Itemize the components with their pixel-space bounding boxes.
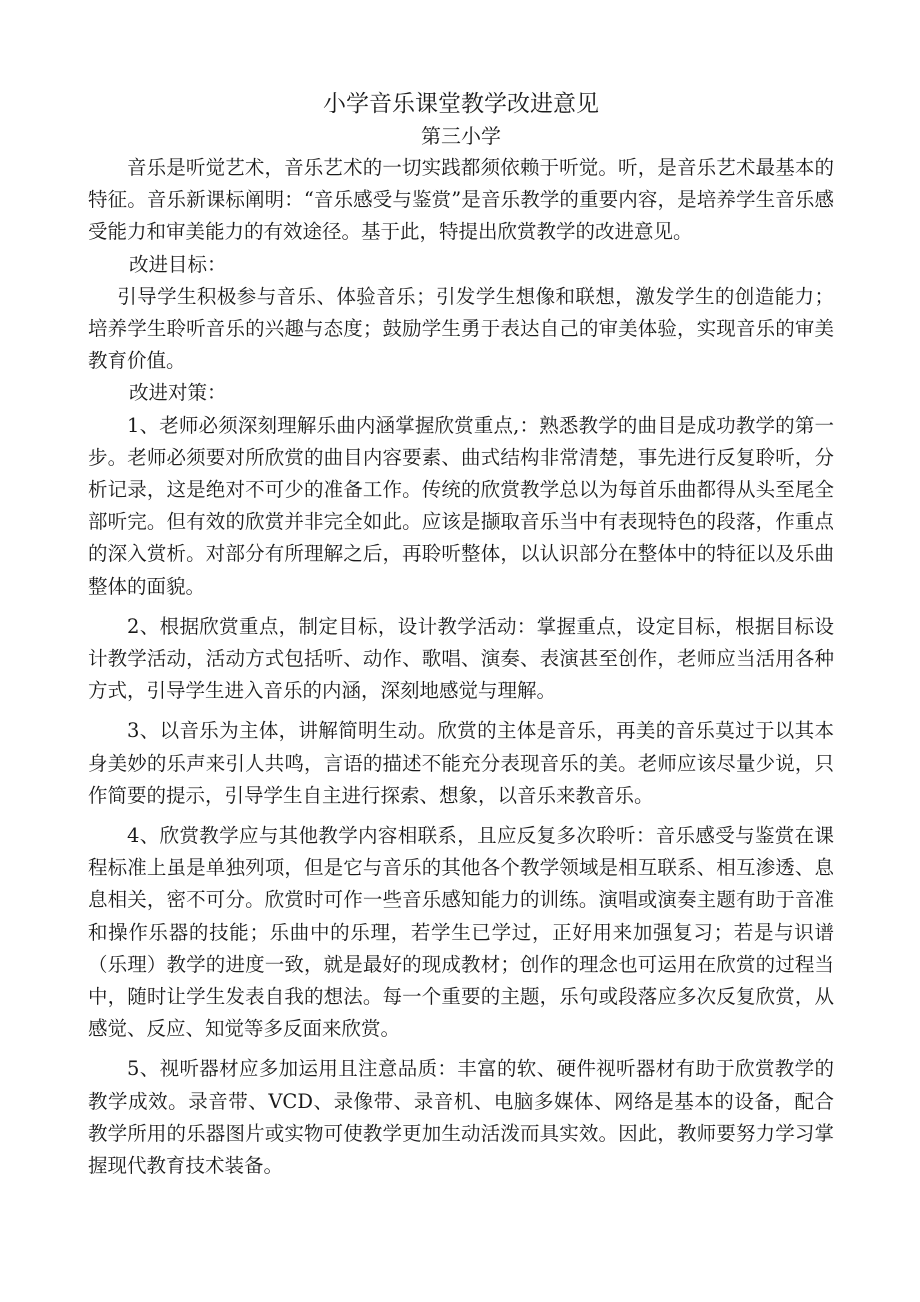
measures-heading: 改进对策： xyxy=(128,381,227,405)
measure-item-5: 5、视听器材应多加运用且注意品质：丰富的软、硬件视听器材有助于欣赏教学的教学成效。录音带、VCD、录像带、录音机、电脑多媒体、网络是基本的设备，配合教学所用的乐器图片或实物可使教学更加生动活泼而具实效。因此，教师要努力学习掌握现代教育技术装备。 xyxy=(88,1057,834,1178)
document-title: 小学音乐课堂教学改进意见 xyxy=(323,91,599,117)
measure-item-3: 3、以音乐为主体，讲解简明生动。欣赏的主体是音乐，再美的音乐莫过于以其本身美妙的乐声来引人共鸣，言语的描述不能充分表现音乐的美。老师应该尽量少说，只作简要的提示，引导学生自主进行探索、想象，以音乐来教音乐。 xyxy=(88,719,834,807)
intro-paragraph: 音乐是听觉艺术，音乐艺术的一切实践都须依赖于听觉。听，是音乐艺术最基本的特征。音乐新课标阐明：“音乐感受与鉴赏”是音乐教学的重要内容，是培养学生音乐感受能力和审美能力的有效途径。基于此，特提出欣赏教学的改进意见。 xyxy=(88,156,834,244)
document-author: 第三小学 xyxy=(421,124,501,148)
measure-item-1: 1、老师必须深刻理解乐曲内涵掌握欣赏重点,：熟悉教学的曲目是成功教学的第一步。老师必须要对所欣赏的曲目内容要素、曲式结构非常清楚，事先进行反复聆听，分析记录，这是绝对不可少的准备工作。传统的欣赏教学总以为每首乐曲都得从头至尾全部听完。但有效的欣赏并非完全如此。应该是撷取音乐当中有表现特色的段落，作重点的深入赏析。对部分有所理解之后，再聆听整体，以认识部分在整体中的特征以及乐曲整体的面貌。 xyxy=(88,413,834,598)
document-page xyxy=(88,88,834,1182)
measure-item-4: 4、欣赏教学应与其他教学内容相联系，且应反复多次聆听：音乐感受与鉴赏在课程标准上虽是单独列项，但是它与音乐的其他各个教学领域是相互联系、相互渗透、息息相关，密不可分。欣赏时可作一些音乐感知能力的训练。演唱或演奏主题有助于音准和操作乐器的技能；乐曲中的乐理，若学生已学过，正好用来加强复习；若是与识谱（乐理）教学的进度一致，就是最好的现成教材；创作的理念也可运用在欣赏的过程当中，随时让学生发表自我的想法。每一个重要的主题，乐句或段落应多次反复欣赏，从感觉、反应、知觉等多反面来欣赏。 xyxy=(88,824,834,1041)
goal-heading: 改进目标： xyxy=(128,252,227,276)
measure-item-2: 2、根据欣赏重点，制定目标，设计教学活动：掌握重点，设定目标，根据目标设计教学活动，活动方式包括听、动作、歌唱、演奏、表演甚至创作，老师应当活用各种方式，引导学生进入音乐的内涵，深刻地感觉与理解。 xyxy=(88,614,834,703)
goal-paragraph: 引导学生积极参与音乐、体验音乐；引发学生想像和联想，激发学生的创造能力；培养学生聆听音乐的兴趣与态度；鼓励学生勇于表达自己的审美体验，实现音乐的审美教育价值。 xyxy=(88,284,834,373)
